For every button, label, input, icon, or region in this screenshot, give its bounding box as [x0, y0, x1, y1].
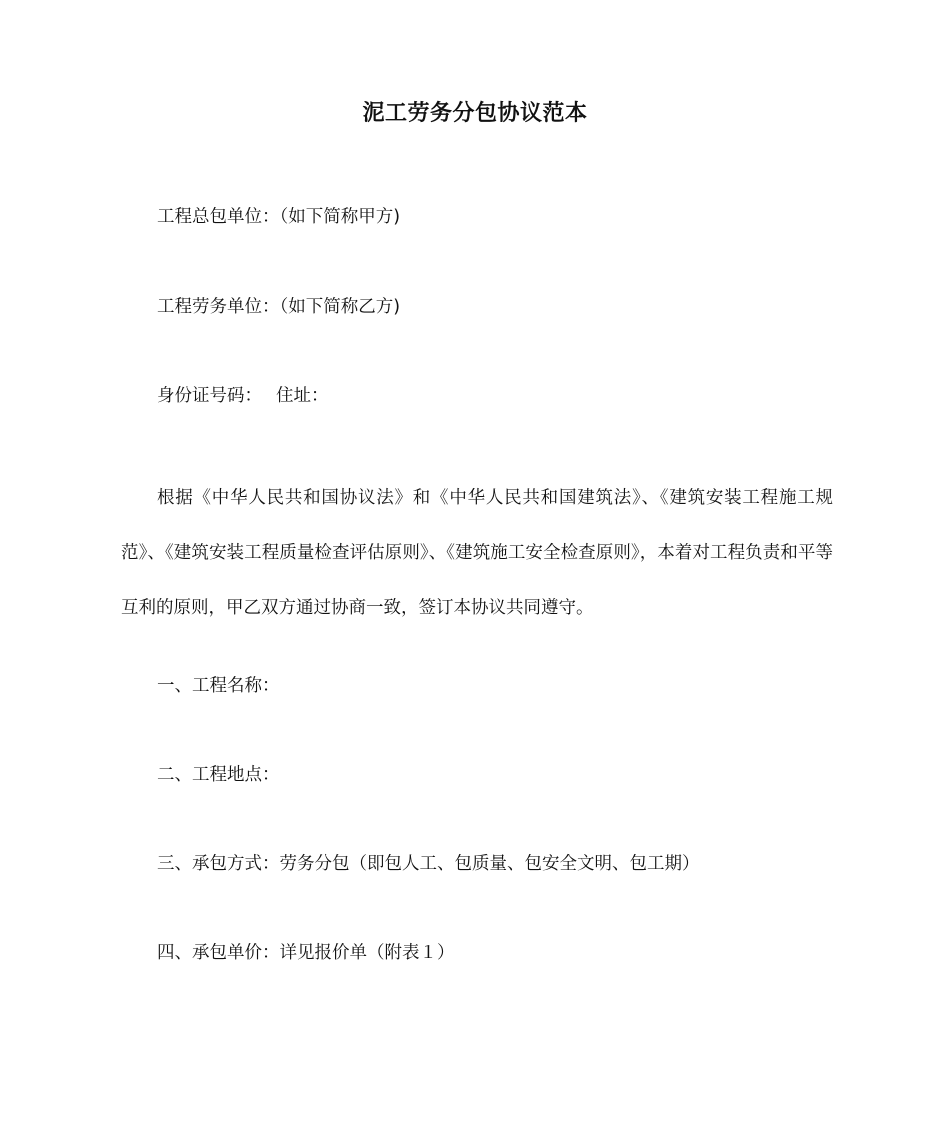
party-b-line: 工程劳务单位：（如下简称乙方) — [157, 297, 401, 317]
party-a-line: 工程总包单位：（如下简称甲方) — [157, 207, 401, 227]
clause-contract-method: 三、承包方式：劳务分包（即包人工、包质量、包安全文明、包工期） — [157, 854, 700, 874]
address-label: 住址： — [276, 386, 329, 406]
clause-unit-price: 四、承包单价：详见报价单（附表１） — [157, 943, 455, 963]
intro-paragraph: 根据《中华人民共和国协议法》和《中华人民共和国建筑法》、《建筑安装工程施工规范》、《建筑安装工程质量检查评估原则》、《建筑施工安全检查原则》，本着对工程负责和平等互利的原则，甲乙双方通过协商一致，签订本协议共同遵守。 — [121, 488, 833, 618]
id-number-label: 身份证号码： — [157, 386, 262, 406]
clause-project-name: 一、工程名称： — [157, 676, 280, 696]
document-title: 泥工劳务分包协议范本 — [362, 101, 588, 126]
id-address-line — [157, 383, 329, 409]
clause-project-location: 二、工程地点： — [157, 765, 280, 785]
